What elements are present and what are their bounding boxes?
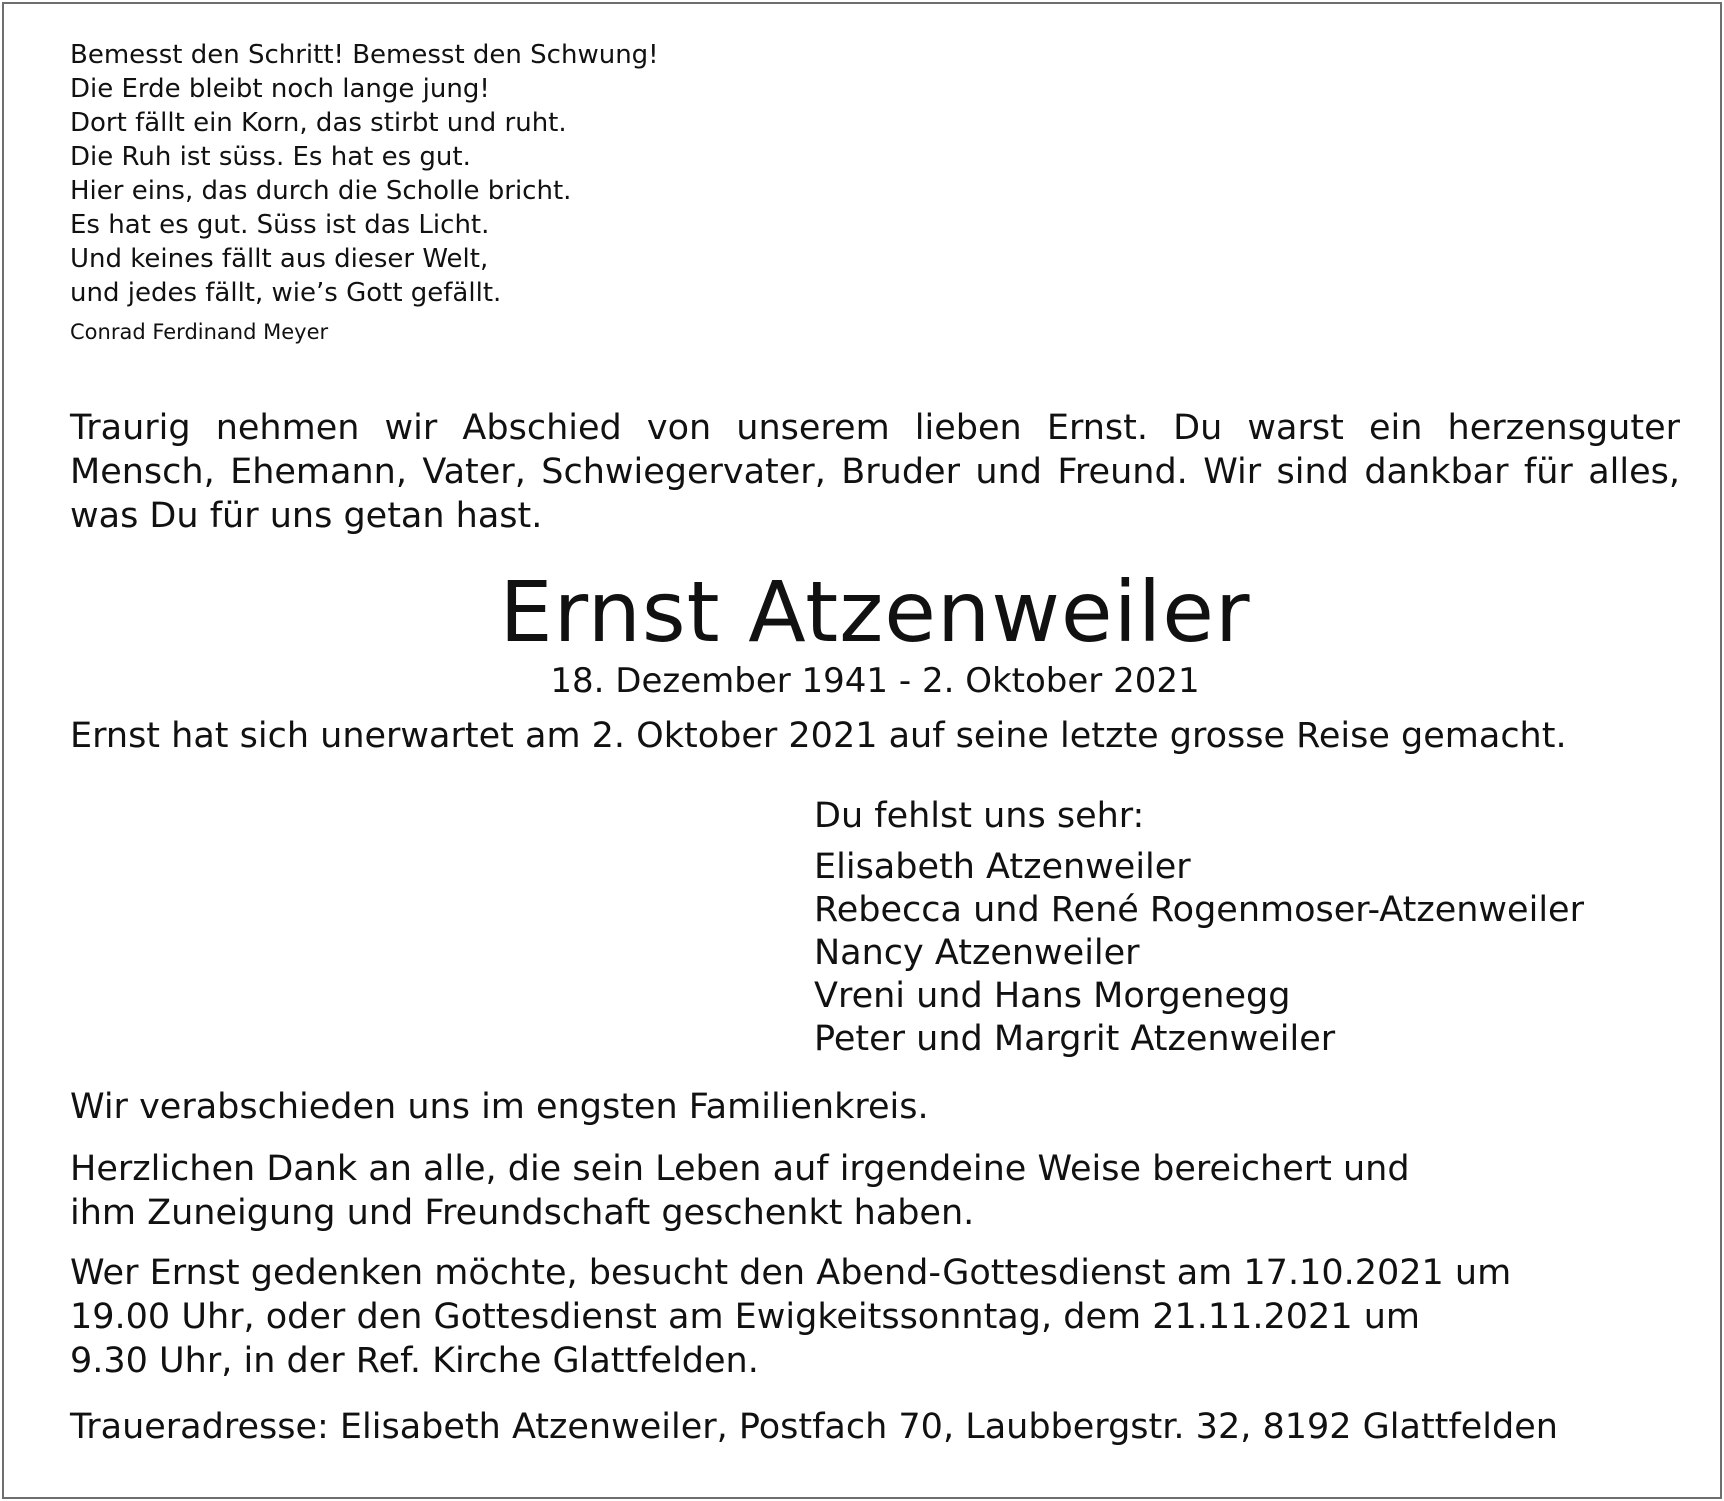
thanks-line: Herzlichen Dank an alle, die sein Leben auf irgendeine Weise bereichert und [70,1149,1410,1189]
intro-paragraph: Traurig nehmen wir Abschied von unserem lieben Ernst. Du warst ein herzensguter Mensch, Ehemann, Vater, Schwiegervater, Bruder und Freund. Wir sind dankbar für alles, was Du für uns getan hast. [70,408,1680,536]
obituary-content [70,38,1680,1449]
mourner-name: Vreni und Hans Morgenegg [814,976,1291,1016]
life-dates: 18. Dezember 1941 - 2. Oktober 2021 [550,661,1200,701]
poem-line: Bemesst den Schritt! Bemesst den Schwung! [70,40,659,70]
deceased-name: Ernst Atzenweiler [499,563,1251,661]
memorial-line: 9.30 Uhr, in der Ref. Kirche Glattfelden. [70,1341,759,1381]
poem-line: Die Erde bleibt noch lange jung! [70,74,490,104]
farewell-text: Wir verabschieden uns im engsten Familienkreis. [70,1087,929,1127]
mourner-name: Elisabeth Atzenweiler [814,847,1191,887]
thanks-paragraph [70,1147,1680,1235]
poem [70,38,1680,310]
poem-line: Es hat es gut. Süss ist das Licht. [70,210,490,240]
obituary-notice [2,2,1722,1499]
poem-line: Die Ruh ist süss. Es hat es gut. [70,142,471,172]
mourning-address: Traueradresse: Elisabeth Atzenweiler, Postfach 70, Laubbergstr. 32, 8192 Glattfelden [70,1407,1558,1447]
memorial-service-paragraph [70,1251,1680,1383]
memorial-line: 19.00 Uhr, oder den Gottesdienst am Ewigkeitssonntag, dem 21.11.2021 um [70,1297,1420,1337]
mourners-heading: Du fehlst uns sehr: [814,796,1145,836]
memorial-line: Wer Ernst gedenken möchte, besucht den Abend-Gottesdienst am 17.10.2021 um [70,1253,1512,1293]
thanks-line: ihm Zuneigung und Freundschaft geschenkt haben. [70,1193,975,1233]
poem-line: und jedes fällt, wie’s Gott gefällt. [70,278,502,308]
mourner-name: Nancy Atzenweiler [814,933,1140,973]
poem-line: Hier eins, das durch die Scholle bricht. [70,176,572,206]
mourners-list [814,794,1680,1061]
unexpected-passing-text: Ernst hat sich unerwartet am 2. Oktober 2021 auf seine letzte grosse Reise gemacht. [70,716,1567,756]
mourner-name: Peter und Margrit Atzenweiler [814,1019,1336,1059]
poem-author: Conrad Ferdinand Meyer [70,320,329,344]
poem-line: Dort fällt ein Korn, das stirbt und ruht. [70,108,567,138]
poem-line: Und keines fällt aus dieser Welt, [70,244,489,274]
mourner-name: Rebecca und René Rogenmoser-Atzenweiler [814,890,1584,930]
